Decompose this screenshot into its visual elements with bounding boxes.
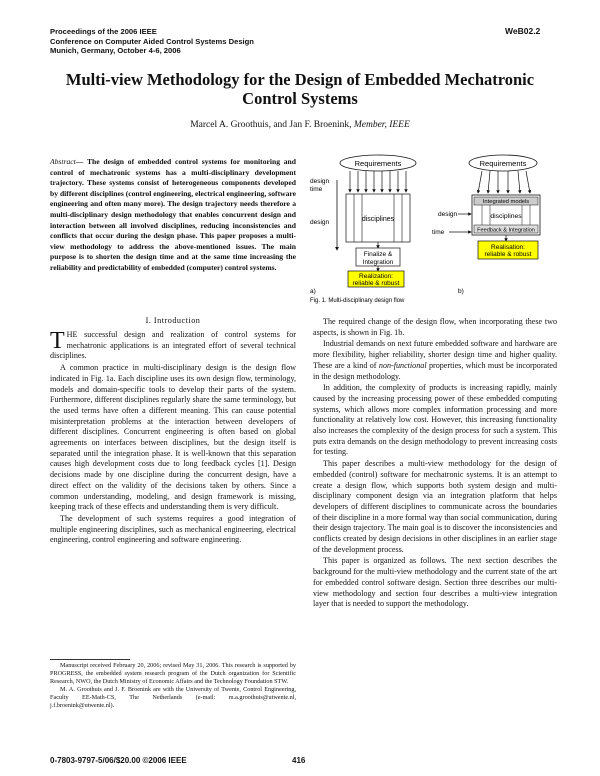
intro-paragraph-3: The development of such systems requires a good integration of multiple engineering disciplines, such as mechanical engineering, electrical engineering, control engineering and software engineering. bbox=[50, 513, 296, 545]
figure-1 bbox=[308, 152, 560, 304]
intro-paragraph-1 bbox=[50, 330, 296, 362]
realisation-label-b-1: Realisation: bbox=[491, 244, 525, 251]
footnote-2: M. A. Groothuis and J. F. Broenink are with the University of Twente, Control Engineering, Faculty EE-Math-CS, The Netherlands (e-mail: m.a.groothuis@utwente.nl, j.f.broenink@utwente.nl). bbox=[50, 686, 296, 710]
integrated-models-label: Integrated models bbox=[482, 199, 530, 205]
proceedings-header bbox=[50, 27, 254, 56]
disciplines-label-b: disciplines bbox=[490, 213, 522, 220]
figure-caption: Fig. 1. Multi-disciplinary design flow bbox=[310, 298, 405, 304]
header-line-3: Munich, Germany, October 4-6, 2006 bbox=[50, 46, 181, 55]
design-label-b: design bbox=[438, 211, 458, 218]
realisation-label-b-2: reliable & robust bbox=[484, 251, 532, 258]
intro-paragraph-2: A common practice in multi-disciplinary design is the design flow indicated in Fig. 1a. Each discipline uses its own design flow, terminology, models and domain-specific tools to develop their parts of the system. Furthermore, different disciplines regularly share the same terminology, but the used terms have often a different meaning. This can cause potential misinterpretation problems at the interaction between developers of different disciplines. Concurrent engineering is often based on global agreements on interfaces between disciplines, but the design itself is separated until the integration phase. It is well-known that this separation causes high development costs due to long feedback cycles [1]. Design decisions made by one discipline during the concurrent design, have a direct effect on the validity of the decisions taken by others. Since a common understanding, modeling, and design framework is missing, keeping track of these effects and understanding them is very difficult. bbox=[50, 363, 296, 512]
right-paragraph-5: This paper is organized as follows. The next section describes the background for the multi-view methodology and the current state of the art for embedded control software design. Section three describes our multi-view methodology and section four describes a multi-view integration layer that is needed to support the methodology. bbox=[313, 556, 557, 609]
right-paragraph-2b: properties, which must be incorporated in the design methodology. bbox=[313, 360, 557, 381]
header-line-1: Proceedings of the 2006 IEEE bbox=[50, 27, 157, 36]
footnote-1: Manuscript received February 20, 2006; revised May 31, 2006. This research is supported by PROGRESS, the embedded system research program of the Dutch organization for Scientific Research, NWO, the Dutch Ministry of Economic Affairs and the Technology Foundation STW. bbox=[50, 662, 296, 686]
intro-paragraph-1-text: HE successful design and realization of control systems for mechatronic applications is an integrated effort of several technical disciplines. bbox=[50, 330, 296, 361]
requirements-label-b: Requirements bbox=[479, 159, 527, 168]
footnotes bbox=[50, 662, 296, 711]
non-functional-emphasis: non-functional bbox=[378, 360, 427, 370]
realization-label-a-1: Realization: bbox=[359, 273, 393, 280]
design-time-label-a-2: time bbox=[310, 186, 323, 193]
right-paragraph-3: In addition, the complexity of products is increasing rapidly, mainly caused by the increasing processing power of these embedded computing systems, which allows more complex information processing and more functionality at relatively low cost. However, this increasing functionality also increases the complexity of the design process for such a system. This puts extra demands on the design methodology to prevent increasing costs for testing. bbox=[313, 383, 557, 457]
figure-label-a: a) bbox=[310, 288, 316, 295]
right-paragraph-4: This paper describes a multi-view methodology for the design of embedded (control) software for mechatronic systems. It is an attempt to create a design flow, which supports both system design and multi-disciplinary component design via an integration platform that helps developers of different disciplines to communicate across the boundaries of their discipline in a more formal way than social communication, during their design trajectory. The main goal is to discover the inconsistencies and conflicts created by design decisions in other disciplines in an earlier stage of the development process. bbox=[313, 459, 557, 554]
footnote-rule bbox=[50, 659, 130, 660]
right-paragraph-2 bbox=[313, 339, 557, 382]
right-paragraph-1: The required change of the design flow, when incorporating these two aspects, is shown in Fig. 1b. bbox=[313, 317, 557, 337]
paper-title: Multi-view Methodology for the Design of Embedded Mechatronic Control Systems bbox=[65, 70, 535, 108]
design-label-a: design bbox=[310, 219, 330, 226]
footer-isbn: 0-7803-9797-5/06/$20.00 ©2006 IEEE bbox=[50, 756, 187, 765]
right-paragraph-2a: Industrial demands on next future embedded software and hardware are more flexibility, higher reliability, shorter design time and higher quality. These are a kind of bbox=[313, 339, 557, 370]
design-time-label-a-1: design bbox=[310, 178, 330, 185]
abstract-text: — The design of embedded control systems for monitoring and control of mechatronic systems has a multi-disciplinary development trajectory. These systems consist of heterogeneous components developed by different disciplines (control engineering, electrical engineering, software engineering and often many more). The design trajectory needs therefore a multi-disciplinary design methodology that enables concurrent design and interaction between all involved disciplines, reducing inconsistencies and conflicts that occur during the design phase. This paper proposes a multi-view methodology to address the above-mentioned issues. The main purpose is to shorten the design time and at the same time increasing the reliability and predictability of embedded (computer) control systems. bbox=[50, 157, 296, 272]
abstract-label: Abstract bbox=[50, 157, 76, 166]
header-line-2: Conference on Computer Aided Control Systems Design bbox=[50, 36, 254, 46]
right-column bbox=[313, 317, 557, 611]
paper-id: WeB02.2 bbox=[505, 26, 541, 36]
dropcap: T bbox=[50, 328, 65, 354]
author-role: Member, IEEE bbox=[353, 120, 410, 130]
disciplines-label-a: disciplines bbox=[361, 216, 395, 223]
author-line bbox=[40, 120, 560, 130]
left-column bbox=[50, 330, 296, 547]
figure-label-b: b) bbox=[458, 288, 464, 295]
requirements-label-a: Requirements bbox=[354, 159, 402, 168]
abstract bbox=[50, 157, 296, 274]
realization-label-a-2: reliable & robust bbox=[352, 280, 400, 287]
time-label-b: time bbox=[432, 229, 445, 236]
feedback-label: Feedback & Integration bbox=[477, 227, 535, 234]
finalize-label-1: Finalize & bbox=[363, 251, 393, 258]
section-heading-introduction: I. Introduction bbox=[145, 316, 201, 325]
page-number: 416 bbox=[292, 756, 306, 765]
finalize-label-2: Integration bbox=[362, 259, 394, 266]
author-names: Marcel A. Groothuis, and Jan F. Broenink, bbox=[190, 120, 352, 130]
